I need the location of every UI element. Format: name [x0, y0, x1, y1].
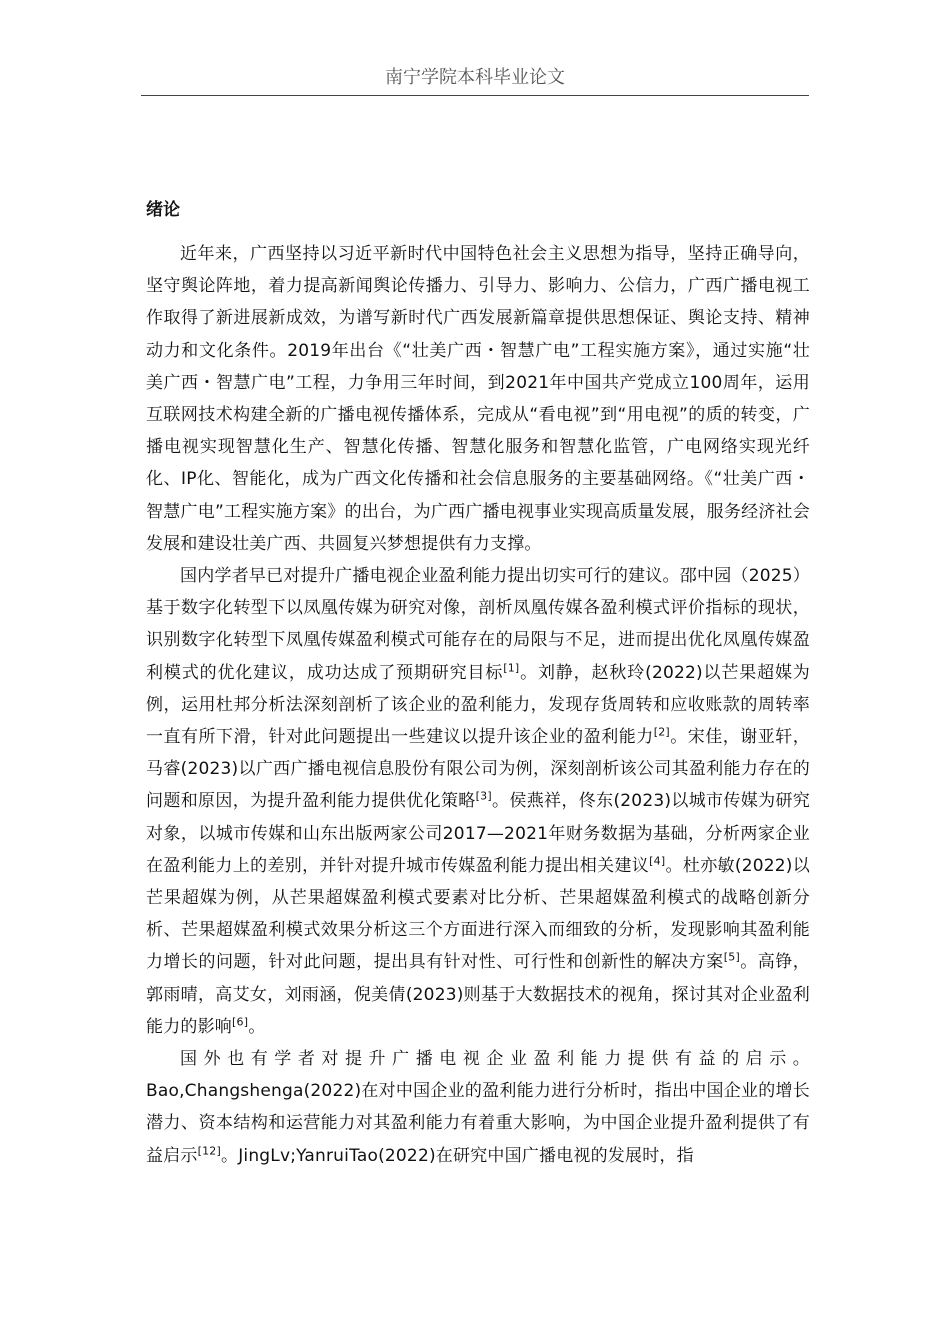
citation-2: [2]	[653, 725, 670, 739]
text-run: 。	[248, 1016, 266, 1037]
text-run: 。JingLv;YanruiTao(2022)在研究中国广播电视的发展时，指	[221, 1145, 694, 1166]
citation-5: [5]	[723, 950, 740, 964]
header-rule	[141, 95, 809, 96]
text-run: 。刘静，赵秋玲(2022)以芒果超媒为例，运用杜邦分析法深刻剖析了该企业的盈利能力，发现存货周转和应收账款的周转率一直有所下滑，针对此问题提出一些建议以提升该企业的盈利能力	[146, 662, 811, 748]
paragraph-3	[146, 1043, 810, 1172]
text-run: 国外也有学者对提升广播电视企业盈利能力提供有益的启示。Bao,Changshenga(2022)在对中国企业的盈利能力进行分析时，指出中国企业的增长潜力、资本结构和运营能力对其盈利能力有着重大影响，为中国企业提升盈利提供了有益启示	[146, 1049, 810, 1166]
running-header: 南宁学院本科毕业论文	[385, 67, 565, 88]
citation-6: [6]	[232, 1015, 249, 1029]
body-text	[146, 238, 810, 1172]
text-run: 国内学者早已对提升广播电视企业盈利能力提出切实可行的建议。邵中园（2025）基于数字化转型下以凤凰传媒为研究对像，剖析凤凰传媒各盈利模式评价指标的现状，识别数字化转型下凤凰传媒盈利模式可能存在的局限与不足，进而提出优化凤凰传媒盈利模式的优化建议，成功达成了预期研究目标	[146, 566, 810, 683]
text-run: 。杜亦敏(2022)以芒果超媒为例，从芒果超媒盈利模式要素对比分析、芒果超媒盈利模式的战略创新分析、芒果超媒盈利模式效果分析这三个方面进行深入而细致的分析，发现影响其盈利能力增长的问题，针对此问题，提出具有针对性、可行性和创新性的解决方案	[146, 855, 810, 973]
citation-4: [4]	[649, 854, 666, 868]
citation-12: [12]	[197, 1144, 221, 1158]
paragraph-2	[146, 560, 810, 1043]
text-run: 。宋佳，谢亚轩，马睿(2023)以广西广播电视信息股份有限公司为例，深刻剖析该公司其盈利能力存在的问题和原因，为提升盈利能力提供优化策略	[146, 727, 810, 812]
text-run: 。高铮，郭雨晴，高艾女，刘雨涵，倪美倩(2023)则基于大数据技术的视角，探讨其对企业盈利能力的影响	[146, 952, 810, 1037]
citation-3: [3]	[475, 789, 492, 803]
text-run: 。侯燕祥，佟东(2023)以城市传媒为研究对象，以城市传媒和山东出版两家公司2017—2021年财务数据为基础，分析两家企业在盈利能力上的差别，并针对提升城市传媒盈利能力提出相关建议	[146, 791, 810, 876]
section-heading: 绪论	[146, 200, 180, 220]
text-run: 近年来，广西坚持以习近平新时代中国特色社会主义思想为指导，坚持正确导向，坚守舆论阵地，着力提高新闻舆论传播力、引导力、影响力、公信力，广西广播电视工作取得了新进展新成效，为谱写新时代广西发展新篇章提供思想保证、舆论支持、精神动力和文化条件。2019年出台《“壮美广西・智慧广电”工程实施方案》，通过实施“壮美广西・智慧广电”工程，力争用三年时间，到2021年中国共产党成立100周年，运用互联网技术构建全新的广播电视传播体系，完成从“看电视”到“用电视”的质的转变，广播电视实现智慧化生产、智慧化传播、智慧化服务和智慧化监管，广电网络实现光纤化、IP化、智能化，成为广西文化传播和社会信息服务的主要基础网络。《“壮美广西・智慧广电”工程实施方案》的出台，为广西广播电视事业实现高质量发展，服务经济社会发展和建设壮美广西、共圆复兴梦想提供有力支撑。	[146, 244, 810, 554]
paragraph-1	[146, 238, 810, 560]
citation-1: [1]	[503, 660, 520, 674]
